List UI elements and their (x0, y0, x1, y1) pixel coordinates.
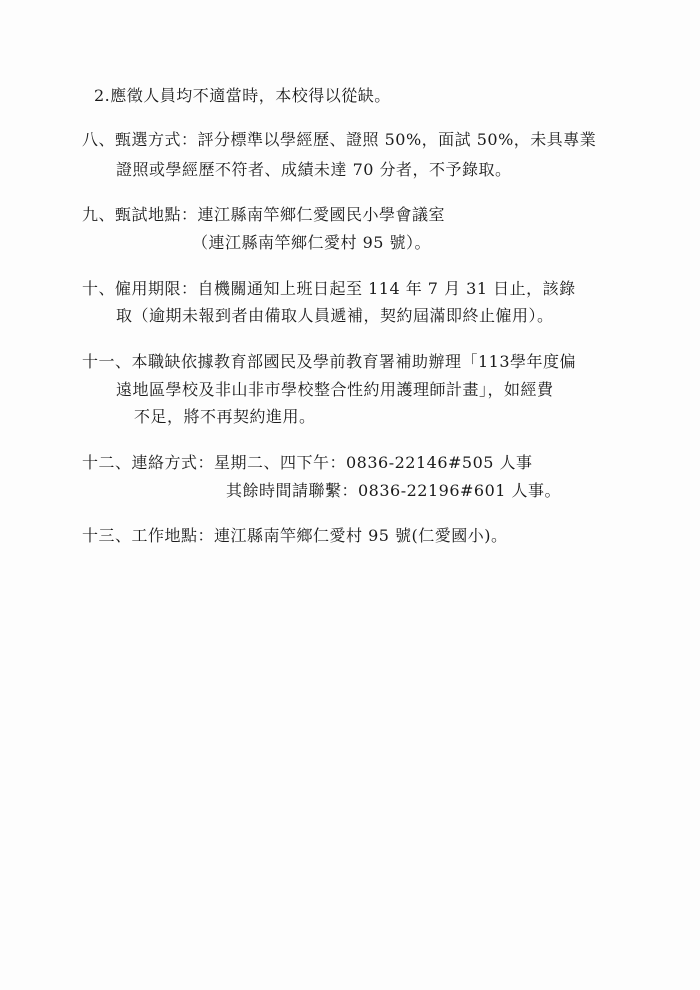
section-9-line-2: （連江縣南竿鄉仁愛村 95 號）。 (192, 233, 432, 252)
section-12-line-1: 十二、連絡方式：星期二、四下午：0836-22146#505 人事 (82, 453, 533, 472)
section-11-line-2: 遠地區學校及非山非市學校整合性約用護理師計畫」，如經費 (116, 380, 554, 399)
section-11-line-3: 不足，將不再契約進用。 (134, 407, 316, 426)
section-8-line-2: 證照或學經歷不符者、成績未達 70 分者，不予錄取。 (116, 160, 512, 179)
item-2-text: 2.應徵人員均不適當時，本校得以從缺。 (94, 86, 391, 105)
section-10-line-1: 十、僱用期限：自機關通知上班日起至 114 年 7 月 31 日止，該錄 (82, 279, 576, 298)
section-11-line-1: 十一、本職缺依據教育部國民及學前教育署補助辦理「113學年度偏 (82, 352, 577, 371)
section-9-line-1: 九、甄試地點：連江縣南竿鄉仁愛國民小學會議室 (82, 205, 446, 224)
section-8-line-1: 八、甄選方式：評分標準以學經歷、證照 50%，面試 50%，未具專業 (82, 130, 597, 149)
section-13-line-1: 十三、工作地點：連江縣南竿鄉仁愛村 95 號(仁愛國小)。 (82, 526, 508, 545)
section-10-line-2: 取（逾期未報到者由備取人員遞補，契約屆滿即終止僱用）。 (116, 306, 554, 325)
section-12-line-2: 其餘時間請聯繫：0836-22196#601 人事。 (226, 481, 562, 500)
